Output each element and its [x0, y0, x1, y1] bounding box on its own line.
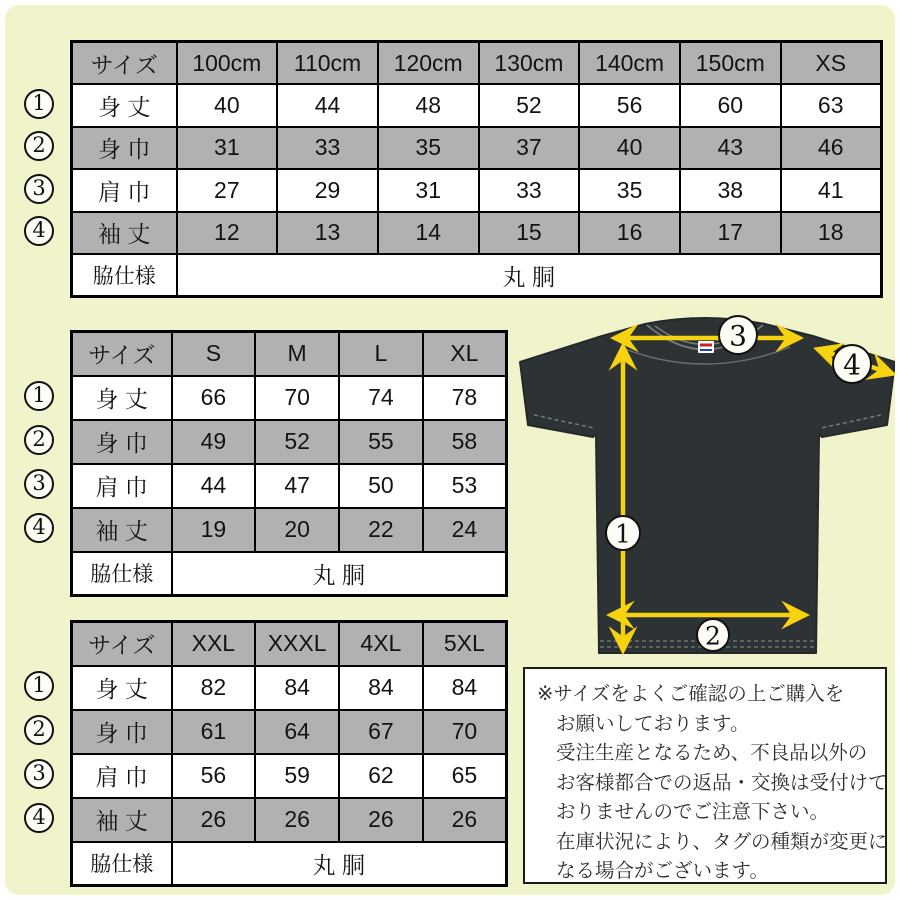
- measurement-value-cell: 63: [781, 84, 882, 127]
- measurement-value-cell: 38: [680, 169, 781, 212]
- size-table-adult: [70, 330, 508, 597]
- size-column-header: XXXL: [255, 622, 339, 666]
- measurement-value-cell: 61: [172, 710, 256, 754]
- row-marker-circle: 2: [24, 131, 54, 161]
- svg-text:2: 2: [705, 621, 721, 651]
- measurement-row-label: 身 巾: [72, 127, 177, 170]
- measurement-row-label: 身 丈: [72, 666, 172, 710]
- note-line: おりませんのでご注意下さい。: [556, 801, 830, 823]
- measurement-value-cell: 41: [781, 169, 882, 212]
- measure-marker-rail-adult: [24, 330, 56, 594]
- side-spec-label: 脇仕様: [72, 552, 172, 596]
- row-marker-circle: 3: [24, 759, 54, 789]
- measurement-row-label: 身 巾: [72, 710, 172, 754]
- measurement-value-cell: 47: [255, 464, 339, 508]
- note-line: お客様都合での返品・交換は受付けて: [556, 771, 888, 794]
- row-marker-circle: 1: [24, 89, 54, 119]
- tshirt-measurement-diagram: [510, 305, 895, 665]
- side-spec-label: 脇仕様: [72, 842, 172, 886]
- measurement-value-cell: 52: [479, 84, 580, 127]
- svg-text:1: 1: [615, 519, 631, 549]
- marker-circle-1: [606, 516, 640, 550]
- size-column-header: 140cm: [579, 42, 680, 85]
- svg-text:4: 4: [843, 348, 861, 382]
- brand-tag: [698, 341, 714, 353]
- size-column-header: 150cm: [680, 42, 781, 85]
- row-marker-circle: 4: [24, 216, 54, 246]
- measurement-value-cell: 33: [277, 127, 378, 170]
- measurement-value-cell: 44: [172, 464, 256, 508]
- measurement-value-cell: 20: [255, 508, 339, 552]
- measurement-value-cell: 35: [579, 169, 680, 212]
- size-chart-canvas: [5, 5, 895, 895]
- measurement-value-cell: 67: [339, 710, 423, 754]
- measurement-value-cell: 84: [339, 666, 423, 710]
- side-spec-label: 脇仕様: [72, 254, 177, 297]
- row-marker-circle: 1: [24, 671, 54, 701]
- measurement-value-cell: 59: [255, 754, 339, 798]
- note-line: お願いしております。: [556, 712, 750, 735]
- size-column-header: L: [339, 332, 423, 376]
- note-line: 在庫状況により、タグの種類が変更に: [556, 830, 888, 853]
- size-header-label: サイズ: [72, 622, 172, 666]
- side-spec-value: 丸 胴: [172, 552, 507, 596]
- size-column-header: 100cm: [177, 42, 278, 85]
- note-line: なる場合がございます。: [556, 860, 769, 882]
- measurement-row-label: 身 巾: [72, 420, 172, 464]
- row-marker-circle: 4: [24, 803, 54, 833]
- size-column-header: 5XL: [423, 622, 507, 666]
- measurement-value-cell: 40: [579, 127, 680, 170]
- size-table-kids: [70, 40, 883, 298]
- measurement-value-cell: 16: [579, 212, 680, 255]
- measurement-value-cell: 27: [177, 169, 278, 212]
- size-column-header: XXL: [172, 622, 256, 666]
- measurement-value-cell: 50: [339, 464, 423, 508]
- measurement-value-cell: 14: [378, 212, 479, 255]
- measurement-value-cell: 44: [277, 84, 378, 127]
- note-line: ※サイズをよくご確認の上ご購入を: [537, 683, 845, 705]
- measurement-value-cell: 78: [423, 376, 507, 420]
- measurement-row-label: 身 丈: [72, 84, 177, 127]
- measurement-value-cell: 13: [277, 212, 378, 255]
- row-marker-circle: 4: [24, 513, 54, 543]
- measurement-row-label: 身 丈: [72, 376, 172, 420]
- purchase-note-box: [523, 667, 887, 884]
- size-header-label: サイズ: [72, 332, 172, 376]
- measurement-value-cell: 33: [479, 169, 580, 212]
- size-column-header: XL: [423, 332, 507, 376]
- measurement-value-cell: 70: [423, 710, 507, 754]
- measurement-value-cell: 46: [781, 127, 882, 170]
- note-line: 受注生産となるため、不良品以外の: [556, 742, 868, 764]
- measurement-value-cell: 22: [339, 508, 423, 552]
- measurement-value-cell: 35: [378, 127, 479, 170]
- row-marker-circle: 1: [24, 381, 54, 411]
- measurement-value-cell: 48: [378, 84, 479, 127]
- measurement-value-cell: 49: [172, 420, 256, 464]
- measurement-value-cell: 24: [423, 508, 507, 552]
- marker-circle-3: [719, 316, 757, 354]
- measurement-value-cell: 84: [255, 666, 339, 710]
- measurement-row-label: 肩 巾: [72, 169, 177, 212]
- measurement-value-cell: 19: [172, 508, 256, 552]
- measurement-row-label: 袖 丈: [72, 508, 172, 552]
- row-marker-circle: 3: [24, 469, 54, 499]
- measurement-row-label: 袖 丈: [72, 798, 172, 842]
- measurement-value-cell: 31: [378, 169, 479, 212]
- measurement-row-label: 肩 巾: [72, 754, 172, 798]
- measure-marker-rail-kids: [24, 40, 56, 295]
- measurement-value-cell: 52: [255, 420, 339, 464]
- measurement-value-cell: 26: [339, 798, 423, 842]
- marker-circle-2: [697, 619, 729, 651]
- measurement-value-cell: 26: [423, 798, 507, 842]
- size-column-header: 120cm: [378, 42, 479, 85]
- measure-marker-rail-large: [24, 620, 56, 884]
- tshirt-figure: [510, 305, 895, 665]
- measurement-value-cell: 74: [339, 376, 423, 420]
- measurement-value-cell: 82: [172, 666, 256, 710]
- measurement-row-label: 袖 丈: [72, 212, 177, 255]
- measurement-value-cell: 18: [781, 212, 882, 255]
- svg-text:3: 3: [729, 319, 747, 353]
- measurement-value-cell: 65: [423, 754, 507, 798]
- row-marker-circle: 2: [24, 715, 54, 745]
- measurement-value-cell: 64: [255, 710, 339, 754]
- size-column-header: 130cm: [479, 42, 580, 85]
- measurement-value-cell: 55: [339, 420, 423, 464]
- row-marker-circle: 3: [24, 174, 54, 204]
- measurement-value-cell: 62: [339, 754, 423, 798]
- side-spec-value: 丸 胴: [172, 842, 507, 886]
- measurement-value-cell: 56: [172, 754, 256, 798]
- measurement-value-cell: 66: [172, 376, 256, 420]
- measurement-value-cell: 58: [423, 420, 507, 464]
- side-spec-value: 丸 胴: [177, 254, 882, 297]
- measurement-value-cell: 31: [177, 127, 278, 170]
- measurement-row-label: 肩 巾: [72, 464, 172, 508]
- measurement-value-cell: 12: [177, 212, 278, 255]
- measurement-value-cell: 29: [277, 169, 378, 212]
- size-column-header: S: [172, 332, 256, 376]
- size-column-header: XS: [781, 42, 882, 85]
- size-header-label: サイズ: [72, 42, 177, 85]
- size-table-large: [70, 620, 508, 887]
- measurement-value-cell: 60: [680, 84, 781, 127]
- measurement-value-cell: 84: [423, 666, 507, 710]
- measurement-value-cell: 37: [479, 127, 580, 170]
- row-marker-circle: 2: [24, 425, 54, 455]
- marker-circle-4: [833, 345, 871, 383]
- measurement-value-cell: 56: [579, 84, 680, 127]
- measurement-value-cell: 15: [479, 212, 580, 255]
- measurement-value-cell: 70: [255, 376, 339, 420]
- measurement-value-cell: 40: [177, 84, 278, 127]
- size-column-header: 4XL: [339, 622, 423, 666]
- measurement-value-cell: 26: [172, 798, 256, 842]
- measurement-value-cell: 53: [423, 464, 507, 508]
- size-column-header: 110cm: [277, 42, 378, 85]
- size-column-header: M: [255, 332, 339, 376]
- measurement-value-cell: 26: [255, 798, 339, 842]
- measurement-value-cell: 17: [680, 212, 781, 255]
- measurement-value-cell: 43: [680, 127, 781, 170]
